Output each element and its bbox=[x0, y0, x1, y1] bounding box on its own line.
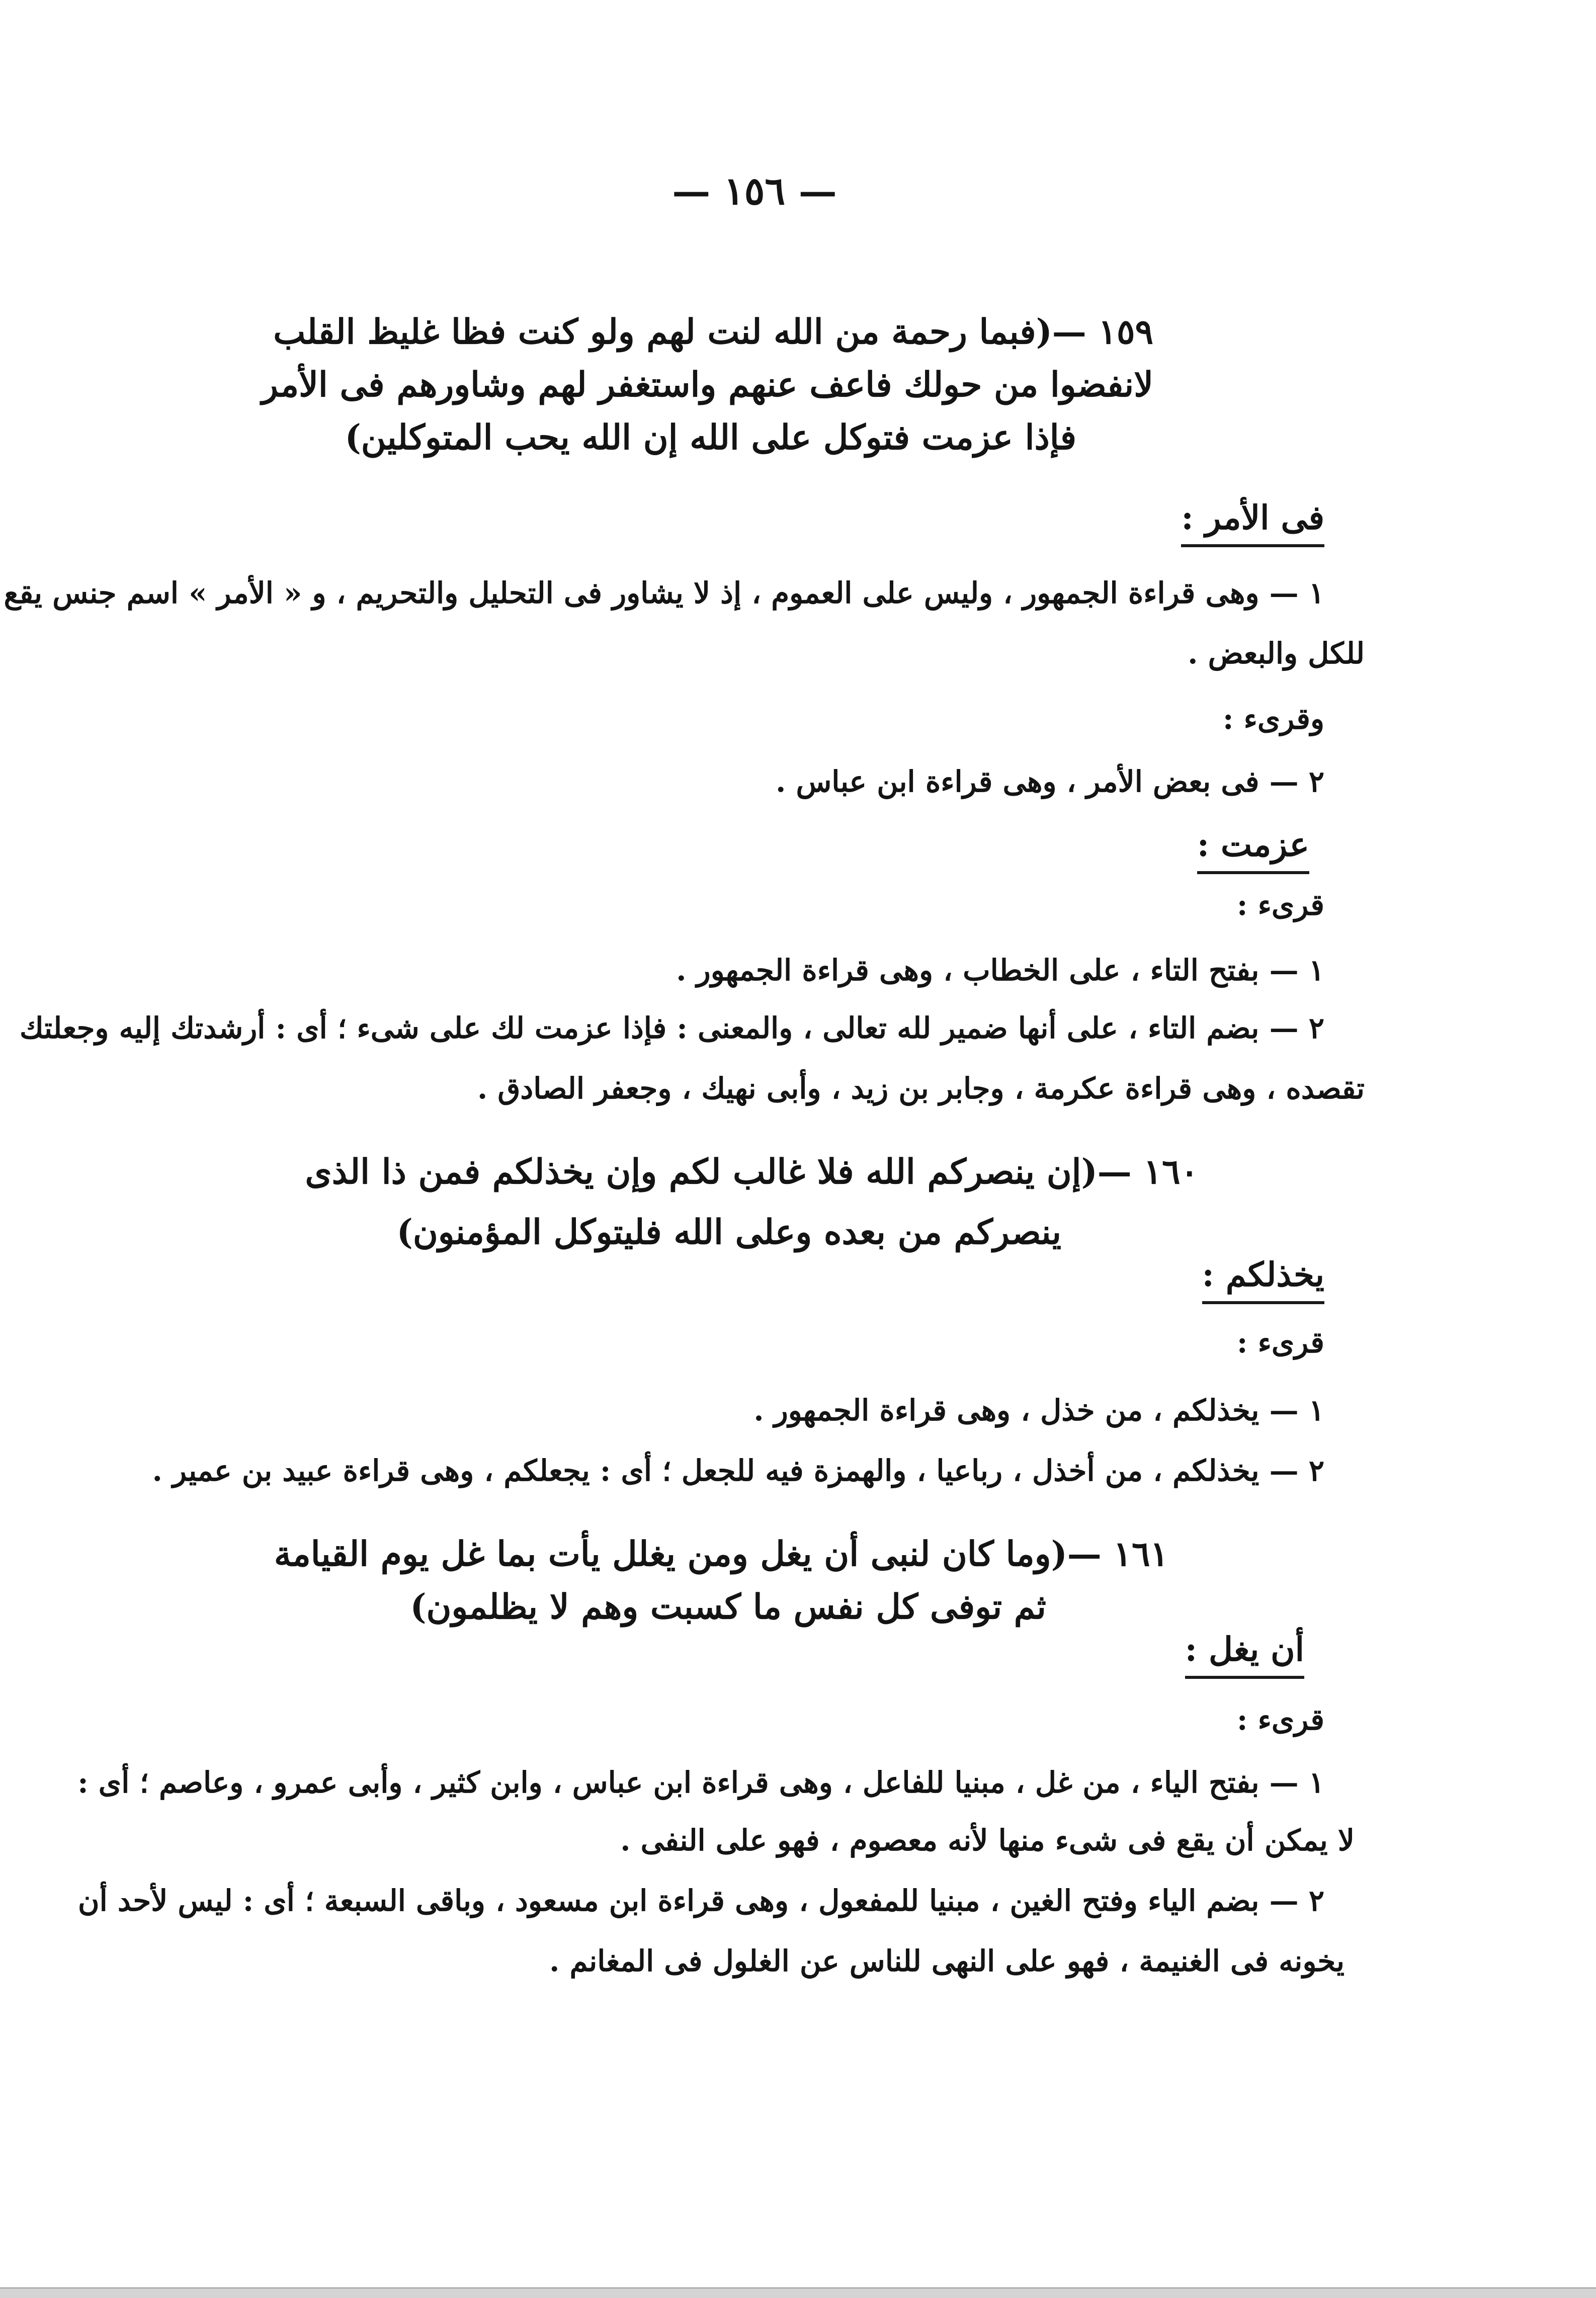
verse-159-line-3: فإذا عزمت فتوكل على الله إن الله يحب المتوكلين) bbox=[345, 417, 1076, 458]
fi-al-amr-item-2: ٢ — فى بعض الأمر ، وهى قراءة ابن عباس . bbox=[776, 764, 1324, 799]
section-heading-fi-al-amr: فى الأمر : bbox=[1181, 498, 1324, 547]
yakhdhulkum-item-1: ١ — يخذلكم ، من خذل ، وهى قراءة الجمهور . bbox=[753, 1393, 1324, 1427]
an-yaghulla-qara-label: قرىء : bbox=[1237, 1703, 1324, 1737]
azamta-item-2-line-2: تقصده ، وهى قراءة عكرمة ، وجابر بن زيد ، وأبى نهيك ، وجعفر الصادق . bbox=[477, 1071, 1365, 1105]
section-heading-an-yaghulla: أن يغل : bbox=[1185, 1630, 1304, 1679]
an-yaghulla-item-2-line-2: يخونه فى الغنيمة ، فهو على النهى للناس عن الغلول فى المغانم . bbox=[549, 1944, 1345, 1978]
azamta-item-1: ١ — بفتح التاء ، على الخطاب ، وهى قراءة الجمهور . bbox=[676, 953, 1324, 987]
an-yaghulla-item-1-line-1: ١ — بفتح الياء ، من غل ، مبنيا للفاعل ، وهى قراءة ابن عباس ، وابن كثير ، وأبى عمرو ، وعاصم ؛ أى : bbox=[77, 1765, 1324, 1800]
verse-161-line-2: ثم توفى كل نفس ما كسبت وهم لا يظلمون) bbox=[410, 1587, 1046, 1627]
page-number: — ١٥٦ — bbox=[672, 168, 837, 213]
yakhdhulkum-qara-label: قرىء : bbox=[1237, 1325, 1324, 1359]
fi-al-amr-item-1-line-1: ١ — وهى قراءة الجمهور ، وليس على العموم ، إذ لا يشاور فى التحليل والتحريم ، و « الأمر » اسم جنس يقع bbox=[4, 576, 1324, 610]
verse-160-line-1: ١٦٠ —(إن ينصركم الله فلا غالب لكم وإن يخذلكم فمن ذا الذى bbox=[305, 1152, 1199, 1192]
section-heading-yakhdhulkum: يخذلكم : bbox=[1202, 1255, 1324, 1304]
verse-159-line-2: لانفضوا من حولك فاعف عنهم واستغفر لهم وشاورهم فى الأمر bbox=[262, 365, 1153, 405]
fi-al-amr-qara-label: وقرىء : bbox=[1222, 702, 1324, 736]
an-yaghulla-item-2-line-1: ٢ — بضم الياء وفتح الغين ، مبنيا للمفعول ، وهى قراءة ابن مسعود ، وباقى السبعة ؛ أى : ليس لأحد أن bbox=[78, 1884, 1324, 1918]
fi-al-amr-item-1-line-2: للكل والبعض . bbox=[1188, 636, 1365, 670]
verse-159-line-1: ١٥٩ —(فبما رحمة من الله لنت لهم ولو كنت فظا غليظ القلب bbox=[273, 312, 1153, 352]
yakhdhulkum-item-2: ٢ — يخذلكم ، من أخذل ، رباعيا ، والهمزة فيه للجعل ؛ أى : يجعلكم ، وهى قراءة عبيد بن عمير . bbox=[152, 1454, 1324, 1488]
verse-160-line-2: ينصركم من بعده وعلى الله فليتوكل المؤمنون) bbox=[396, 1212, 1061, 1252]
azamta-item-2-line-1: ٢ — بضم التاء ، على أنها ضمير لله تعالى ، والمعنى : فإذا عزمت لك على شىء ؛ أى : أرشدتك إليه وجعلتك bbox=[20, 1011, 1324, 1045]
section-heading-azamta: عزمت : bbox=[1197, 825, 1309, 874]
scan-bottom-edge bbox=[0, 2287, 1596, 2298]
azamta-qara-label: قرىء : bbox=[1237, 888, 1324, 922]
verse-161-line-1: ١٦١ —(وما كان لنبى أن يغل ومن يغلل يأت بما غل يوم القيامة bbox=[274, 1534, 1168, 1574]
an-yaghulla-item-1-line-2: لا يمكن أن يقع فى شىء منها لأنه معصوم ، فهو على النفى . bbox=[620, 1823, 1355, 1857]
